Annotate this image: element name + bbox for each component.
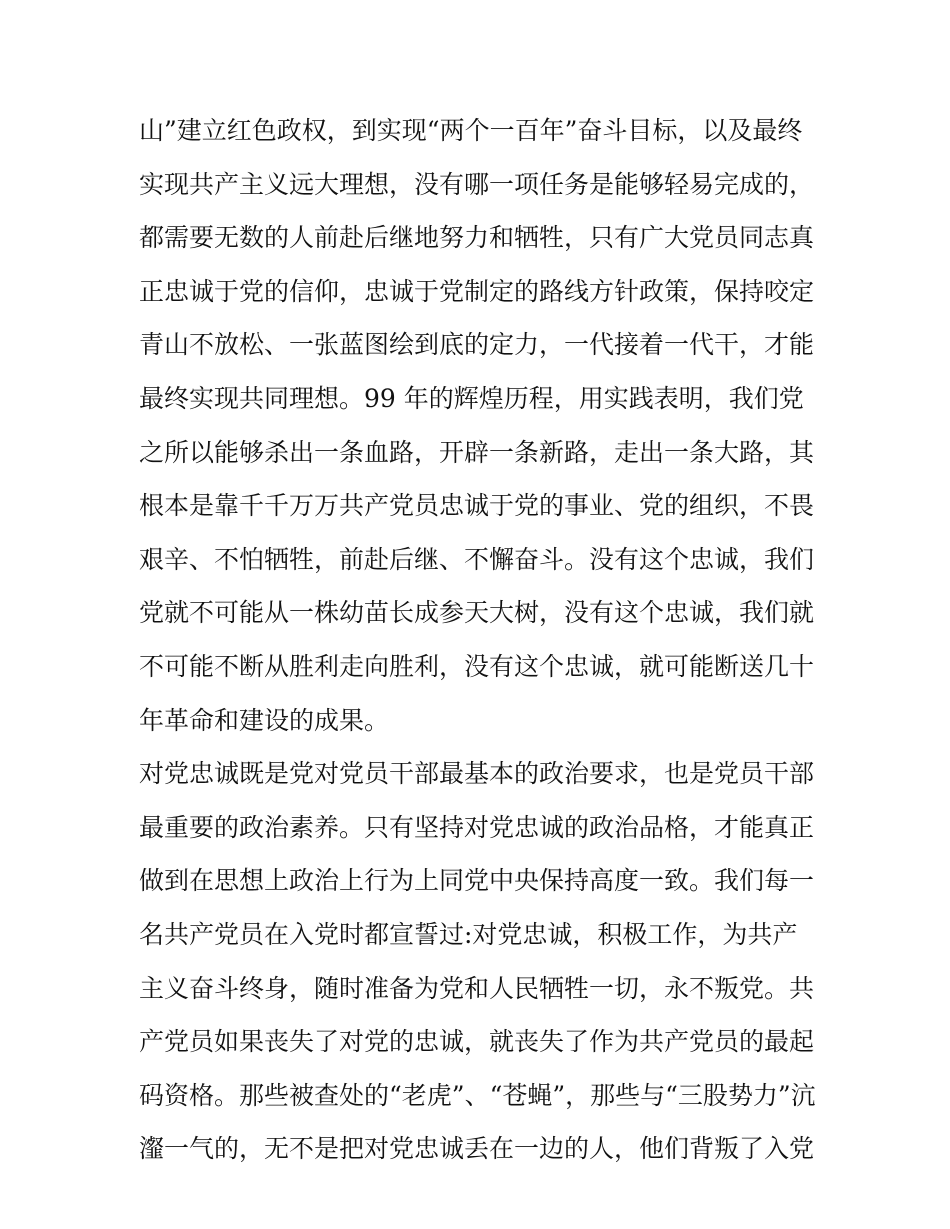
text-line-8: 根本是靠千千万万共产党员忠诚于党的事业、党的组织，不畏 — [139, 491, 815, 521]
text-line-1: 山”建立红色政权，到实现“两个一百年”奋斗目标，以及最终 — [139, 116, 803, 145]
text-line-9: 艰辛、不怕牺牲，前赴后继、不懈奋斗。没有这个忠诚，我们 — [139, 544, 815, 574]
body-text — [139, 104, 839, 1176]
text-line-4: 正忠诚于党的信仰，忠诚于党制定的路线方针政策，保持咬定 — [139, 276, 815, 306]
text-line-11: 不可能不断从胜利走向胜利，没有这个忠诚，就可能断送几十 — [139, 651, 815, 681]
text-line-14: 最重要的政治素养。只有坚持对党忠诚的政治品格，才能真正 — [139, 812, 815, 842]
text-line-17: 主义奋斗终身，随时准备为党和人民牺牲一切，永不叛党。共 — [139, 973, 815, 1003]
text-line-5: 青山不放松、一张蓝图绘到底的定力，一代接着一代干，才能 — [139, 330, 815, 360]
text-line-18: 产党员如果丧失了对党的忠诚，就丧失了作为共产党员的最起 — [139, 1027, 815, 1057]
text-line-6: 最终实现共同理想。99 年的辉煌历程，用实践表明，我们党 — [139, 383, 804, 413]
text-line-2: 实现共产主义远大理想，没有哪一项任务是能够轻易完成的， — [139, 169, 815, 199]
text-line-13: 对党忠诚既是党对党员干部最基本的政治要求，也是党员干部 — [139, 759, 815, 789]
text-line-3: 都需要无数的人前赴后继地努力和牺牲，只有广大党员同志真 — [139, 223, 815, 253]
text-line-15: 做到在思想上政治上行为上同党中央保持高度一致。我们每一 — [139, 866, 815, 896]
text-line-19: 码资格。那些被查处的“老虎”、“苍蝇”，那些与“三股势力”沆 — [139, 1080, 816, 1110]
text-line-10: 党就不可能从一株幼苗长成参天大树，没有这个忠诚，我们就 — [139, 598, 815, 628]
text-line-12: 年革命和建设的成果。 — [139, 705, 390, 735]
text-line-16: 名共产党员在入党时都宣誓过:对党忠诚，积极工作，为共产 — [139, 919, 798, 949]
text-line-20: 瀣一气的，无不是把对党忠诚丢在一边的人，他们背叛了入党 — [139, 1134, 815, 1164]
text-line-7: 之所以能够杀出一条血路，开辟一条新路，走出一条大路，其 — [139, 437, 815, 467]
